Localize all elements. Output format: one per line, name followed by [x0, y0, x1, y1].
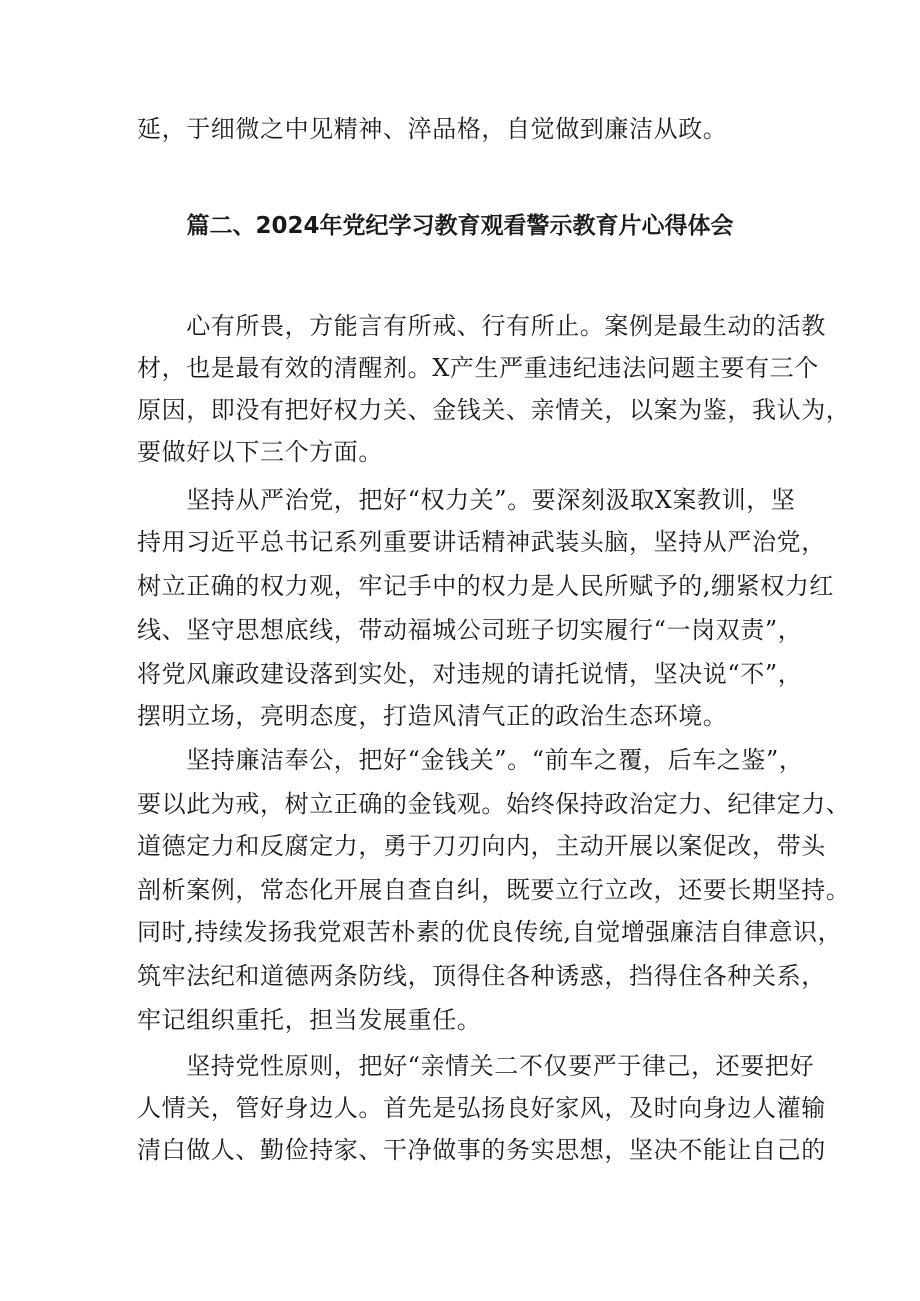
- body-line: 摆明立场，亮明态度，打造风清气正的政治生态环境。: [137, 702, 728, 730]
- body-line: 坚持党性原则，把好“亲情关二不仅要严于律己，还要把好: [137, 1052, 815, 1080]
- body-line: 持用习近平总书记系列重要讲话精神武装头脑，坚持从严治党，: [137, 528, 826, 556]
- section-heading: 篇二、2024年党纪学习教育观看警示教育片心得体会: [186, 213, 734, 239]
- body-line: 牢记组织重托，担当发展重任。: [137, 1006, 482, 1034]
- body-line: 人情关，管好身边人。首先是弘扬良好家风，及时向身边人灌输: [137, 1094, 826, 1122]
- body-line: 原因，即没有把好权力关、金钱关、亲情关，以案为鉴，我认为，: [137, 396, 851, 424]
- body-line: 清白做人、勤俭持家、干净做事的务实思想，坚决不能让自己的: [137, 1136, 826, 1164]
- body-line: 材，也是最有效的清醒剂。X产生严重违纪违法问题主要有三个: [137, 354, 819, 382]
- body-line: 线、坚守思想底线，带动福城公司班子切实履行“一岗双责”，: [137, 616, 803, 644]
- body-line: 剖析案例，常态化开展自查自纠，既要立行立改，还要长期坚持。: [137, 876, 851, 904]
- body-line: 树立正确的权力观，牢记手中的权力是人民所赋予的,绷紧权力红: [137, 572, 835, 600]
- body-line: 道德定力和反腐定力，勇于刀刃向内，主动开展以案促改，带头: [137, 832, 826, 860]
- body-line: 将党风廉政建设落到实处，对违规的请托说情，坚决说“不”，: [137, 660, 803, 688]
- body-line: 同时,持续发扬我党艰苦朴素的优良传统,自觉增强廉洁自律意识，: [137, 918, 843, 946]
- body-line: 筑牢法纪和道德两条防线，顶得住各种诱惑，挡得住各种关系，: [137, 962, 826, 990]
- body-line: 坚持廉洁奉公，把好“金钱关”。“前车之覆，后车之鉴”，: [137, 746, 804, 774]
- body-line: 心有所畏，方能言有所戒、行有所止。案例是最生动的活教: [137, 312, 826, 340]
- body-line: 要以此为戒，树立正确的金钱观。始终保持政治定力、纪律定力、: [137, 790, 851, 818]
- body-line: 要做好以下三个方面。: [137, 438, 383, 466]
- paragraph-fragment: 延，于细微之中见精神、淬品格，自觉做到廉洁从政。: [137, 115, 728, 143]
- body-line: 坚持从严治党，把好“权力关”。要深刻汲取X案教训，坚: [137, 486, 796, 514]
